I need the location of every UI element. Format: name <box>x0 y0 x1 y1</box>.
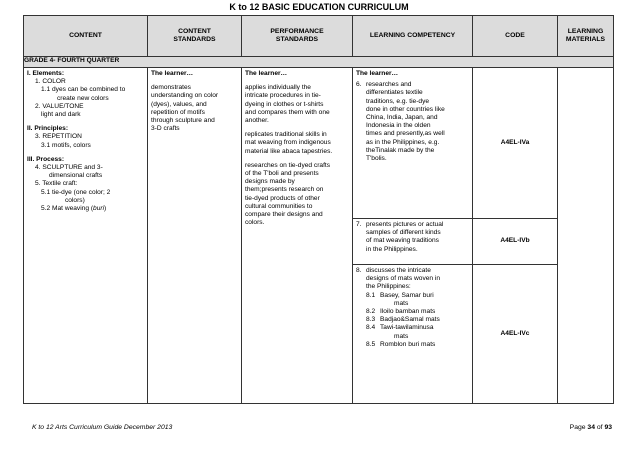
content-standards-l1: demonstrates <box>151 84 191 92</box>
header-content-standards-l2: STANDARDS <box>173 36 216 43</box>
header-content: CONTENT <box>24 16 148 57</box>
competency-6-l5: China, India, Japan, and <box>366 114 438 122</box>
competency-6-l1: researches and <box>366 81 412 89</box>
competency-8-2-num: 8.2 <box>366 308 376 316</box>
competency-8-1-l2: mats <box>394 299 409 307</box>
header-performance-standards <box>242 16 353 57</box>
performance-p3-l2: of the T'boli and presents <box>245 170 319 178</box>
performance-p3-l5: tie-dyed products of other <box>245 194 320 202</box>
competency-6-num: 6. <box>356 81 362 89</box>
content-standards-l5: through sculpture and <box>151 117 215 125</box>
content-principles: II. Principles: <box>27 125 69 133</box>
competency-8-3 <box>356 316 469 324</box>
performance-p1-l2: intricate procedures in tie- <box>245 92 321 100</box>
content-mat-weaving-a: 5.2 Mat weaving ( <box>41 205 94 213</box>
competency-7-num: 7. <box>356 221 362 228</box>
competency-8-1 <box>356 292 469 308</box>
content-color: 1. COLOR <box>35 78 66 86</box>
competency-8-2-l1: Iloilo bamban mats <box>380 308 436 316</box>
performance-p1-l4: and compares them with one <box>245 108 330 116</box>
competency-8-3-l1: Badjao&Samal mats <box>380 316 440 324</box>
performance-p2-l1: replicates traditional skills in <box>245 131 327 139</box>
footer-page-number <box>570 424 612 431</box>
competency-8-5 <box>356 341 469 349</box>
content-mat-weaving-buri: buri <box>93 205 105 213</box>
performance-p1-l1: applies individually the <box>245 84 311 92</box>
curriculum-table <box>23 15 614 404</box>
performance-p2-l2: mat weaving from indigenous <box>245 139 331 147</box>
content-motifs: 3.1 motifs, colors <box>41 141 91 149</box>
content-cell <box>24 68 148 404</box>
competency-6-l10: T'bolis. <box>366 155 387 163</box>
content-standards-l4: repetition of motifs <box>151 108 205 116</box>
content-process: III. Process: <box>27 155 65 163</box>
content-elements: I. Elements: <box>27 70 65 77</box>
performance-p3-l3: designs made by <box>245 178 295 186</box>
competency-6-l8: as in the Philippines, e.g. <box>366 138 440 146</box>
content-standards-cell <box>148 68 242 404</box>
competency-8-cell <box>353 265 473 404</box>
content-standards-head: The learner… <box>151 70 194 77</box>
competency-8-4 <box>356 324 469 340</box>
competency-7-l2: samples of different kinds <box>366 229 441 237</box>
page-title: K to 12 BASIC EDUCATION CURRICULUM <box>229 2 409 12</box>
content-value-tone: 2. VALUE/TONE <box>35 102 84 110</box>
competency-8-4-l2: mats <box>394 332 409 340</box>
content-standards-l6: 3-D crafts <box>151 125 180 133</box>
grade-label: GRADE 4- FOURTH QUARTER <box>24 57 614 68</box>
competency-8-5-num: 8.5 <box>366 340 376 348</box>
content-mat-weaving <box>27 205 144 213</box>
performance-p1-l3: dyeing in clothes or t-shirts <box>245 100 324 108</box>
competency-6-l9: theTinalak made by the <box>366 146 435 154</box>
competency-8-num: 8. <box>356 267 362 274</box>
performance-p3-l6: cultural communities to <box>245 202 313 210</box>
content-repetition: 3. REPETITION <box>35 133 82 141</box>
header-content-standards-l1: CONTENT <box>178 28 211 35</box>
competency-7-l4: in the Philippines. <box>366 245 418 253</box>
competency-8-1-l1: Basey, Samar buri <box>380 291 434 299</box>
competency-6 <box>356 81 469 163</box>
competency-7-l3: of mat weaving traditions <box>366 237 439 245</box>
competency-6-l4: done in other countries like <box>366 105 445 113</box>
content-tie-dye-2: colors) <box>65 196 85 204</box>
header-learning-materials <box>558 16 614 57</box>
code-a: A4EL-IVa <box>473 68 558 219</box>
content-light-dark: light and dark <box>41 111 81 119</box>
performance-head: The learner… <box>245 70 288 77</box>
code-c: A4EL-IVc <box>473 265 558 404</box>
performance-p2-l3: material like abaca tapestries. <box>245 147 333 155</box>
content-tie-dye: 5.1 tie-dye (one color; 2 <box>41 188 111 196</box>
header-code: CODE <box>473 16 558 57</box>
content-dyes-2: create new colors <box>57 94 109 102</box>
footer-guide-title: K to 12 Arts Curriculum Guide December 2013 <box>32 424 173 431</box>
content-dyes: 1.1 dyes can be combined to <box>41 86 126 94</box>
competency-6-l3: traditions, e.g. tie-dye <box>366 97 430 105</box>
row-competency-6 <box>24 68 614 219</box>
code-b: A4EL-IVb <box>473 219 558 265</box>
competency-6-l2: differentiates textile <box>366 89 423 97</box>
footer-page-of: of <box>594 424 605 431</box>
competency-8-4-num: 8.4 <box>366 324 376 332</box>
content-standards-l2: understanding on color <box>151 92 219 100</box>
competency-8-1-num: 8.1 <box>366 291 376 299</box>
performance-p3-l8: colors. <box>245 219 265 227</box>
header-row <box>24 16 614 57</box>
content-sculpture: 4. SCULPTURE and 3- <box>35 164 103 172</box>
footer-page-total: 93 <box>604 424 612 431</box>
header-performance-standards-l2: STANDARDS <box>275 36 319 43</box>
competency-8 <box>356 267 469 292</box>
header-learning-competency: LEARNING COMPETENCY <box>353 16 473 57</box>
content-textile: 5. Textile craft: <box>35 180 78 188</box>
content-sculpture-2: dimensional crafts <box>49 172 103 180</box>
competency-7 <box>356 221 469 254</box>
competency-8-l1: discusses the intricate <box>366 267 431 274</box>
performance-standards-cell <box>242 68 353 404</box>
performance-p1-l5: another. <box>245 117 269 125</box>
header-learning-materials-l2: MATERIALS <box>565 36 606 43</box>
footer-page-num: 34 <box>587 424 595 431</box>
footer-page-prefix: Page <box>569 424 588 431</box>
competency-8-l3: the Philippines: <box>366 283 411 291</box>
content-mat-weaving-c: ) <box>104 205 107 213</box>
header-learning-materials-l1: LEARNING <box>567 28 604 35</box>
performance-p3-l7: compare their designs and <box>245 211 323 219</box>
competency-head: The learner… <box>356 70 399 77</box>
competency-6-cell <box>353 68 473 219</box>
competency-8-4-l1: Tawi-tawilaminusa <box>380 324 434 332</box>
competency-8-5-l1: Romblon buri mats <box>380 340 436 348</box>
competency-8-3-num: 8.3 <box>366 316 376 324</box>
competency-7-l1: presents pictures or actual <box>366 221 444 228</box>
performance-p3-l1: researches on tie-dyed crafts <box>245 161 331 169</box>
header-performance-standards-l1: PERFORMANCE <box>270 28 324 35</box>
competency-7-cell <box>353 219 473 265</box>
grade-row <box>24 57 614 68</box>
performance-p3-l4: them;presents research on <box>245 186 324 194</box>
competency-6-l6: Indonesia in the olden <box>366 122 431 130</box>
header-content-standards <box>148 16 242 57</box>
competency-8-l2: designs of mats woven in <box>366 275 441 283</box>
content-standards-l3: (dyes), values, and <box>151 100 207 108</box>
competency-6-l7: times and presently,as well <box>366 130 445 138</box>
learning-materials-cell <box>558 68 614 404</box>
competency-8-2 <box>356 308 469 316</box>
